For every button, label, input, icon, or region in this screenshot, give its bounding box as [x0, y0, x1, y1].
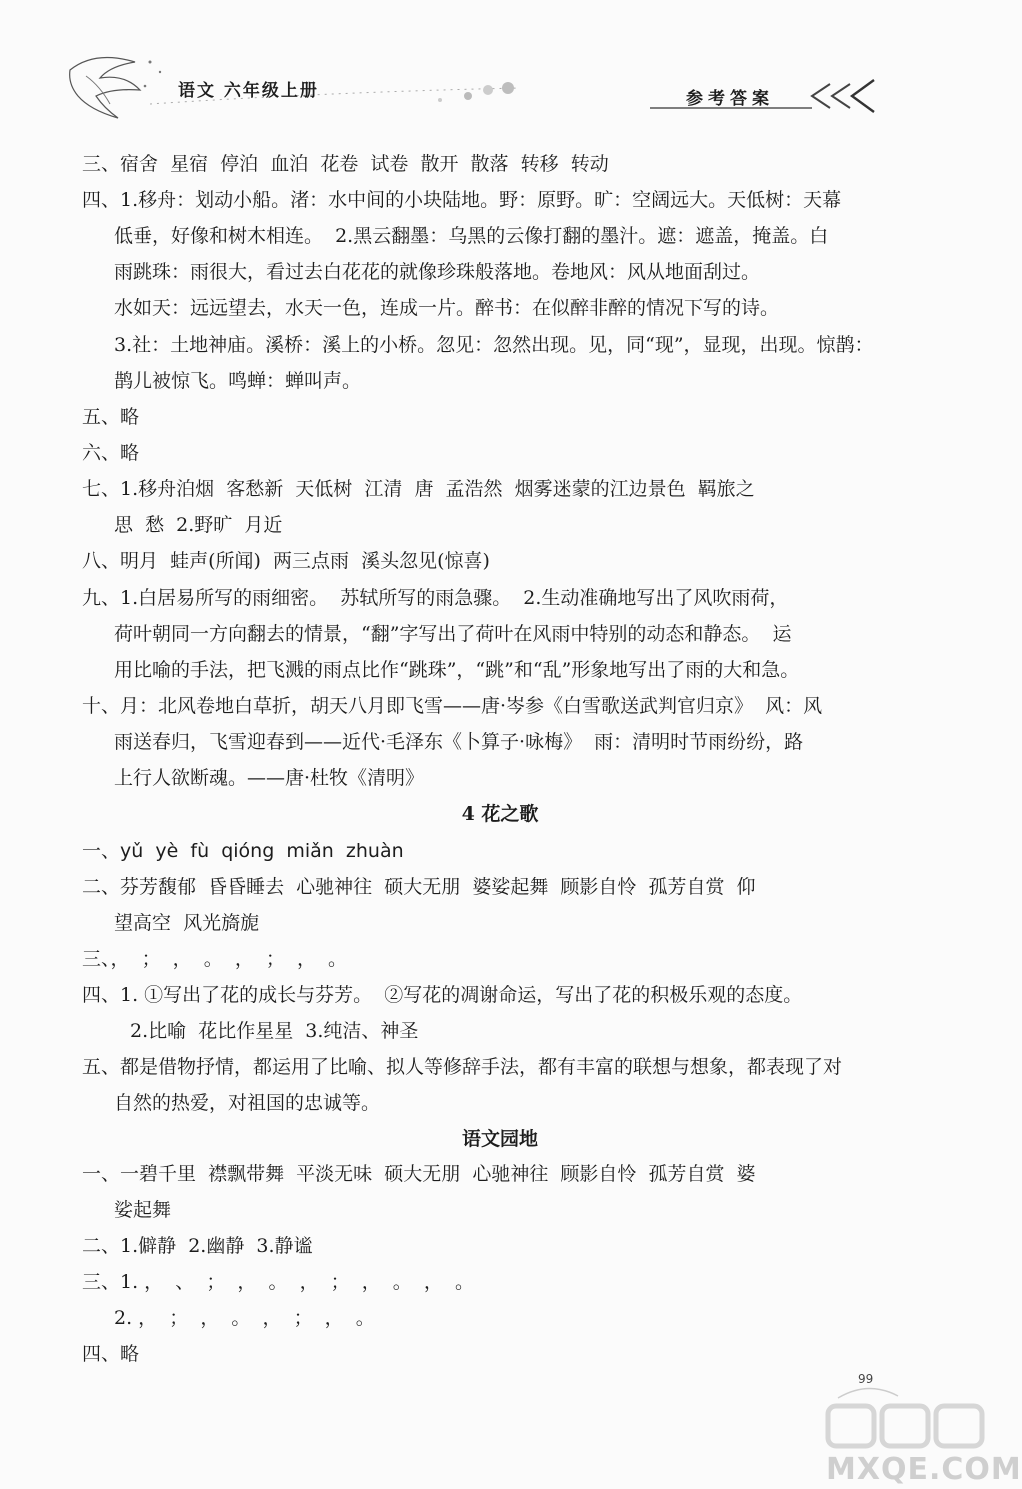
answer-line: 鹊儿被惊飞。鸣蝉：蝉叫声。 [114, 370, 362, 392]
answer-line: 十、月：北风卷地白草折，胡天八月即飞雪——唐·岑参《白雪歌送武判官归京》 风：风 [82, 695, 823, 717]
book-title: 语文 六年级上册 [178, 81, 319, 101]
answer-line: 娑起舞 [114, 1199, 172, 1221]
answer-line: 五、都是借物抒情，都运用了比喻、拟人等修辞手法，都有丰富的联想与想象，都表现了对 [82, 1056, 843, 1078]
answer-line: 六、略 [82, 442, 140, 464]
answer-line: 自然的热爱，对祖国的忠诚等。 [114, 1092, 381, 1114]
answer-line: 低垂，好像和树木相连。 2.黑云翻墨：乌黑的云像打翻的墨汁。遮：遮盖，掩盖。白 [114, 225, 829, 247]
answer-line: 思 愁 2.野旷 月近 [114, 514, 283, 536]
answer-line: 荷叶朝同一方向翻去的情景，“翻”字写出了荷叶在风雨中特别的动态和静态。 运 [114, 623, 792, 645]
answer-line: 2.比喻 花比作星星 3.纯洁、神圣 [130, 1020, 419, 1042]
answer-line: 八、明月 蛙声(所闻) 两三点雨 溪头忽见(惊喜) [82, 550, 490, 572]
answer-line: 七、1.移舟泊烟 客愁新 天低树 江清 唐 孟浩然 烟雾迷蒙的江边景色 羁旅之 [82, 478, 755, 500]
answer-line: 二、芬芳馥郁 昏昏睡去 心驰神往 硕大无朋 婆娑起舞 顾影自怜 孤芳自赏 仰 [82, 876, 756, 898]
answer-line: 望高空 风光旖旎 [114, 912, 260, 934]
answer-line: 一、yǔ yè fù qióng miǎn zhuàn [82, 840, 404, 862]
answer-line: 九、1.白居易所写的雨细密。 苏轼所写的雨急骤。 2.生动准确地写出了风吹雨荷， [82, 587, 789, 609]
page-header [0, 0, 1000, 130]
answer-line: 四、1. ①写出了花的成长与芬芳。 ②写花的凋谢命运，写出了花的积极乐观的态度。 [82, 984, 803, 1006]
answer-line: 三、， ； ， 。 ， ； ， 。 [82, 948, 348, 970]
answer-line: 四、略 [82, 1343, 140, 1365]
header-decoration-icon [0, 0, 1000, 130]
answer-line: 五、略 [82, 406, 140, 428]
answer-line: 三、1. ， 、 ； ， 。 ， ； ， 。 ， 。 [82, 1271, 474, 1293]
answer-line: 一、一碧千里 襟飘带舞 平淡无味 硕大无朋 心驰神往 顾影自怜 孤芳自赏 婆 [82, 1163, 756, 1185]
answer-key-label: 参考答案 [686, 89, 774, 109]
page-number: 99 [858, 1372, 874, 1386]
answer-line: 四、1.移舟：划动小船。渚：水中间的小块陆地。野：原野。旷：空阔远大。天低树：天幕 [82, 189, 842, 211]
answer-line: 二、1.僻静 2.幽静 3.静谧 [82, 1235, 313, 1257]
answer-line: 三、宿舍 星宿 停泊 血泊 花卷 试卷 散开 散落 转移 转动 [82, 153, 609, 175]
answer-line: 上行人欲断魂。——唐·杜牧《清明》 [114, 767, 425, 789]
section-title-yuwen-yuandi: 语文园地 [461, 1128, 538, 1150]
answer-line: 用比喻的手法，把飞溅的雨点比作“跳珠”，“跳”和“乱”形象地写出了雨的大和急。 [114, 659, 800, 681]
answer-line: 水如天：远远望去，水天一色，连成一片。醉书：在似醉非醉的情况下写的诗。 [114, 297, 780, 319]
answer-line: 2. ， ； ， 。 ， ； ， 。 [114, 1307, 375, 1329]
answer-line: 雨跳珠：雨很大，看过去白花花的就像珍珠般落地。卷地风：风从地面刮过。 [114, 261, 761, 283]
section-title-lesson-4: 4 花之歌 [461, 803, 539, 825]
answer-line: 3.社：土地神庙。溪桥：溪上的小桥。忽见：忽然出现。见，同“现”，显现，出现。惊鹊： [114, 334, 874, 356]
watermark-text: MXQE.COM [826, 1452, 1022, 1487]
answer-line: 雨送春归，飞雪迎春到——近代·毛泽东《卜算子·咏梅》 雨：清明时节雨纷纷，路 [114, 731, 804, 753]
